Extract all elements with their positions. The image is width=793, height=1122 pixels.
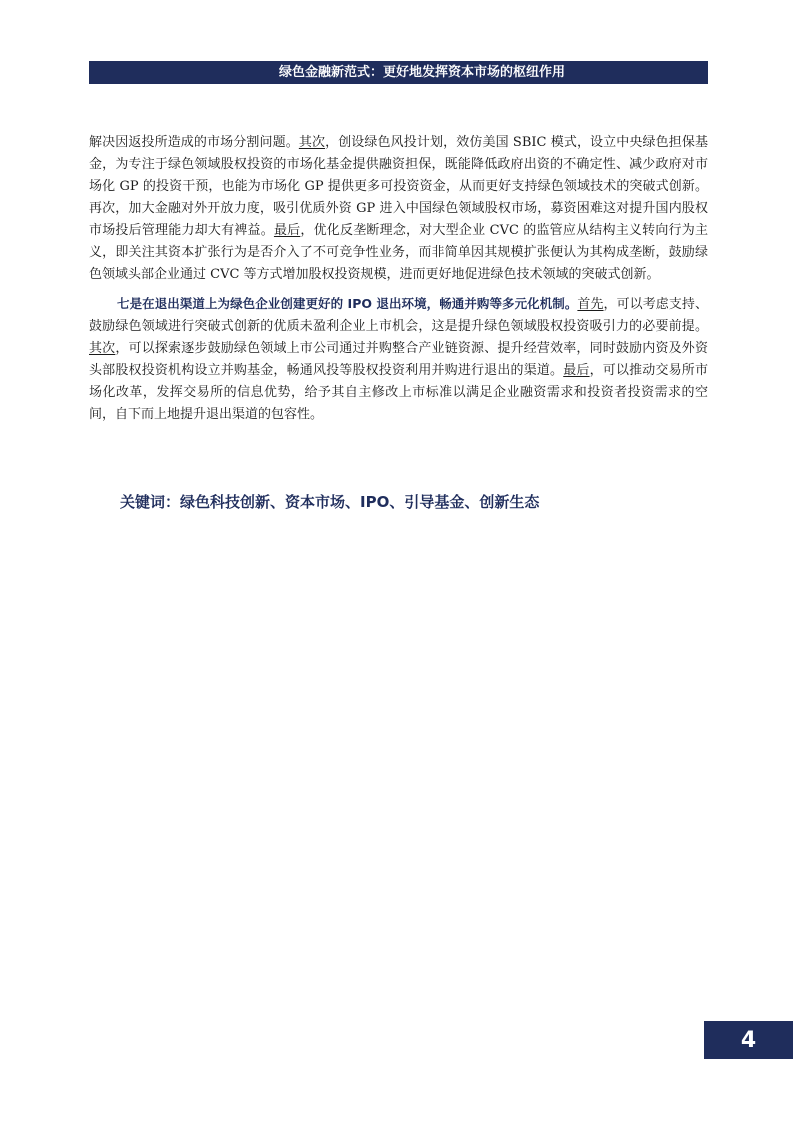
paragraph-2-part-1: ，可以考虑支持、鼓励绿色领域进行突破式创新的优质未盈利企业上市机会，这是提升绿色领域股权投资吸引力的必要前提。 xyxy=(89,297,708,334)
marker-shouxian: 首先 xyxy=(577,297,604,312)
page-number-badge xyxy=(704,1021,793,1059)
paragraph-1-part-1: 解决因返投所造成的市场分割问题。 xyxy=(89,135,299,150)
page-number: 4 xyxy=(740,1028,757,1053)
paragraph-2-part-3: ，可以推动交易所市场化改革，发挥交易所的信息优势，给予其自主修改上市标准以满足企业融资需求和投资者投资需求的空间，自下而上地提升退出渠道的包容性。 xyxy=(89,363,708,422)
paragraph-1 xyxy=(89,132,708,286)
marker-qici: 其次 xyxy=(298,135,326,150)
header-banner xyxy=(89,61,708,84)
paragraph-1-part-3: ，优化反垄断理念，对大型企业 CVC 的监管应从结构主义转向行为主义，即关注其资本扩张行为是否介入了不可竞争性业务，而非简单因其规模扩张便认为其构成垄断，鼓励绿色领域头部企业通过 CVC 等方式增加股权投资规模，进而更好地促进绿色技术领域的突破式创新。 xyxy=(89,223,708,282)
paragraph-2-part-2: ，可以探索逐步鼓励绿色领域上市公司通过并购整合产业链资源、提升经营效率，同时鼓励内资及外资头部股权投资机构设立并购基金，畅通风投等股权投资利用并购进行退出的渠道。 xyxy=(89,341,708,378)
keywords-line: 关键词：绿色科技创新、资本市场、IPO、引导基金、创新生态 xyxy=(120,493,540,511)
header-title: 绿色金融新范式：更好地发挥资本市场的枢纽作用 xyxy=(278,65,565,80)
marker-zuihou-2: 最后 xyxy=(563,363,590,378)
paragraph-2 xyxy=(89,293,708,426)
paragraph-1-part-2: ，创设绿色风投计划，效仿美国 SBIC 模式，设立中央绿色担保基金，为专注于绿色领域股权投资的市场化基金提供融资担保，既能降低政府出资的不确定性、减少政府对市场化 GP 的投资干预，也能为市场化 GP 提供更多可投资资金，从而更好支持绿色领域技术的突破式创新。再次，加大金融对外开放力度，吸引优质外资 GP 进入中国绿色领域股权市场，募资困难这对提升国内股权市场投后管理能力却大有裨益。 xyxy=(89,135,708,238)
body-text xyxy=(89,132,708,433)
paragraph-2-lead: 七是在退出渠道上为绿色企业创建更好的 IPO 退出环境，畅通并购等多元化机制。 xyxy=(117,296,578,311)
marker-zuihou: 最后 xyxy=(273,223,301,238)
marker-qici-2: 其次 xyxy=(89,341,116,356)
